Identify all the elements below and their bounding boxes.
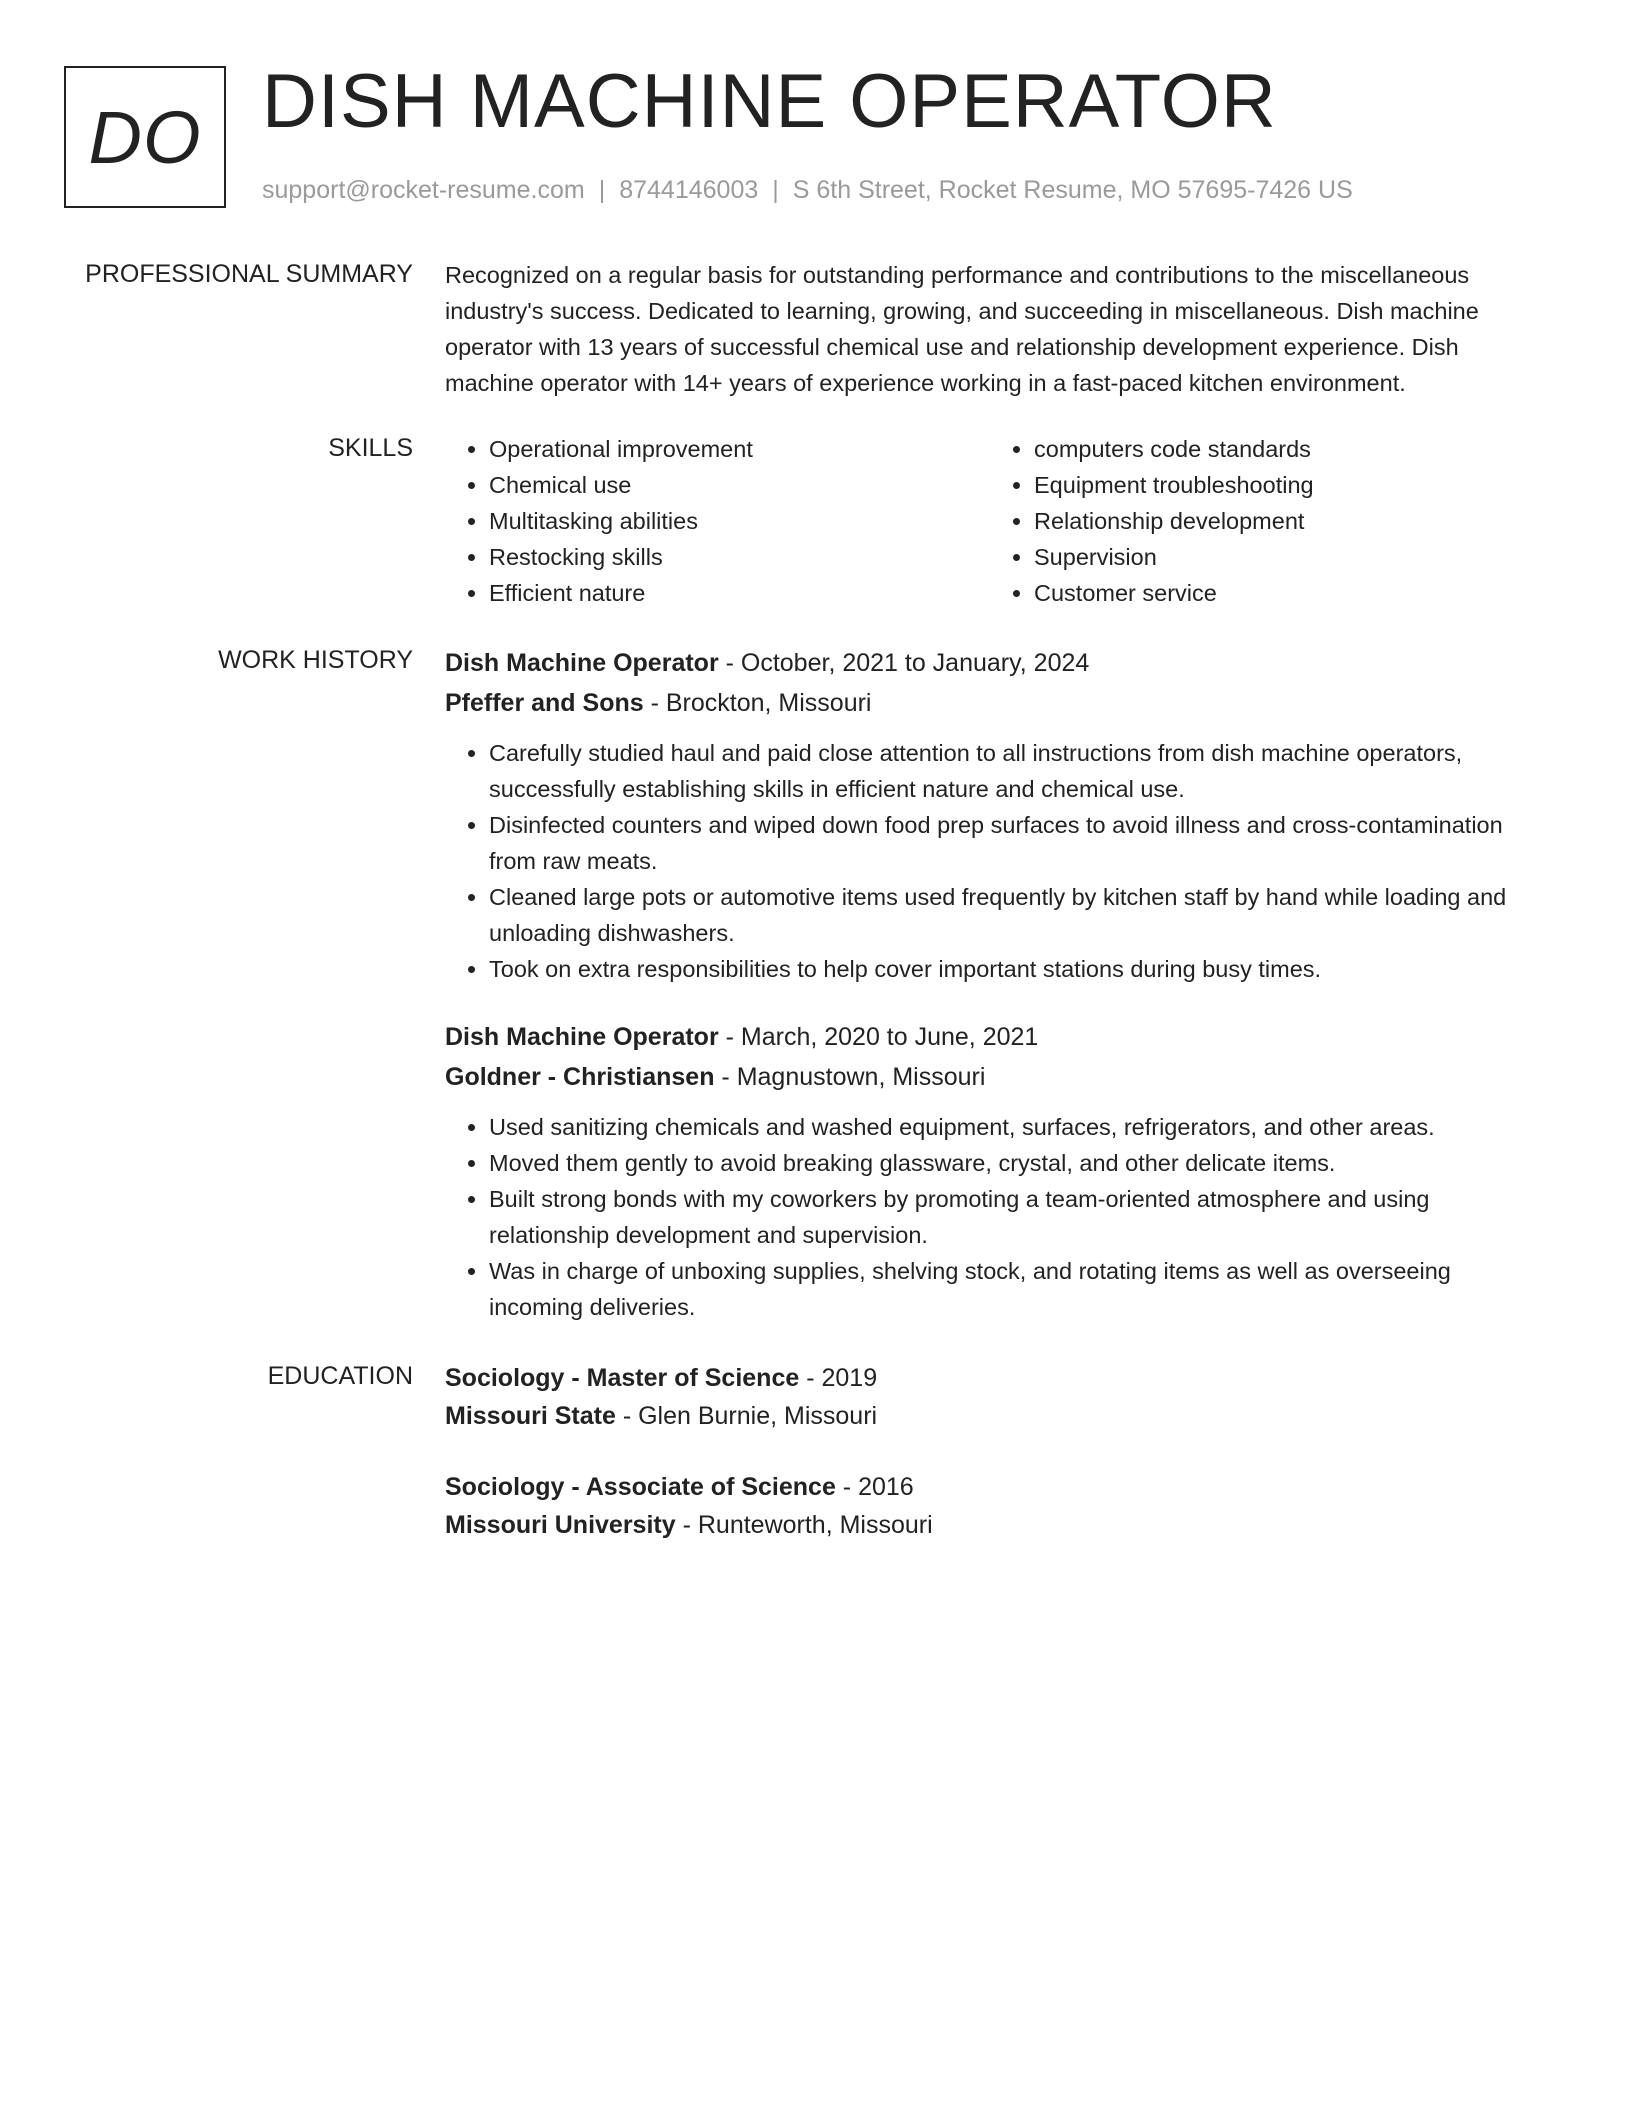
- job-title-line: [445, 1017, 1535, 1057]
- education-location: - Runteworth, Missouri: [675, 1511, 933, 1539]
- skill-item: • Customer service: [1034, 575, 1535, 611]
- education-degree-line: [445, 1359, 1535, 1397]
- job-duties-list: [445, 735, 1535, 987]
- education-entry: [445, 1468, 1535, 1544]
- job-duty: • Used sanitizing chemicals and washed equipment, surfaces, refrigerators, and other areas.: [489, 1109, 1535, 1145]
- contact-separator: |: [772, 176, 779, 204]
- job-company: Pfeffer and Sons: [445, 689, 644, 717]
- education-school: Missouri University: [445, 1511, 676, 1539]
- contact-address: S 6th Street, Rocket Resume, MO 57695-7426 US: [792, 176, 1353, 204]
- job-duty: • Took on extra responsibilities to help cover important stations during busy times.: [489, 951, 1535, 987]
- skill-item: • Supervision: [1034, 539, 1535, 575]
- education-year: - 2019: [799, 1364, 878, 1392]
- job-duty: • Moved them gently to avoid breaking glassware, crystal, and other delicate items.: [489, 1145, 1535, 1181]
- education-heading: EDUCATION: [267, 1362, 413, 1390]
- contact-email[interactable]: support@rocket-resume.com: [262, 176, 585, 204]
- job-entry: [445, 643, 1535, 987]
- education-school-line: [445, 1397, 1535, 1435]
- job-duty: • Cleaned large pots or automotive items used frequently by kitchen staff by hand while loading and unloading dishwashers.: [489, 879, 1535, 951]
- job-dates: - October, 2021 to January, 2024: [718, 649, 1090, 677]
- skills-heading: SKILLS: [328, 434, 413, 462]
- work-history-heading: WORK HISTORY: [218, 646, 413, 674]
- job-company-line: [445, 1057, 1535, 1097]
- candidate-name: DISH MACHINE OPERATOR: [262, 59, 1277, 144]
- contact-line: [262, 174, 1353, 206]
- education-degree: Sociology - Associate of Science: [445, 1473, 836, 1501]
- job-duty: • Built strong bonds with my coworkers by promoting a team-oriented atmosphere and using relationship development and supervision.: [489, 1181, 1535, 1253]
- skills-columns: [445, 431, 1535, 611]
- education-location: - Glen Burnie, Missouri: [615, 1402, 878, 1430]
- job-role: Dish Machine Operator: [445, 649, 719, 677]
- job-company-line: [445, 683, 1535, 723]
- skill-item: • Equipment troubleshooting: [1034, 467, 1535, 503]
- initials-monogram: DO: [64, 66, 226, 208]
- summary-text: Recognized on a regular basis for outstanding performance and contributions to the miscellaneous industry's success. Dedicated to learning, growing, and succeeding in miscellaneous. Dish machine operator with 13 years of successful chemical use and relationship development experience. Dish machine operator with 14+ years of experience working in a fast-paced kitchen environment.: [445, 262, 1479, 396]
- skills-body: [445, 431, 1535, 611]
- job-duties-list: [445, 1109, 1535, 1325]
- skills-list-right: [990, 431, 1535, 611]
- job-location: - Brockton, Missouri: [643, 689, 872, 717]
- summary-heading: PROFESSIONAL SUMMARY: [85, 260, 413, 288]
- work-history-body: [445, 643, 1535, 1325]
- job-title-line: [445, 643, 1535, 683]
- job-duty: • Was in charge of unboxing supplies, shelving stock, and rotating items as well as overseeing incoming deliveries.: [489, 1253, 1535, 1325]
- job-company: Goldner - Christiansen: [445, 1063, 715, 1091]
- education-degree: Sociology - Master of Science: [445, 1364, 800, 1392]
- skill-item: • Restocking skills: [489, 539, 990, 575]
- job-dates: - March, 2020 to June, 2021: [718, 1023, 1039, 1051]
- skill-item: • Chemical use: [489, 467, 990, 503]
- contact-phone[interactable]: 8744146003: [619, 176, 759, 204]
- education-school: Missouri State: [445, 1402, 616, 1430]
- summary-body: [445, 257, 1535, 401]
- job-location: - Magnustown, Missouri: [714, 1063, 986, 1091]
- skill-item: • Efficient nature: [489, 575, 990, 611]
- education-school-line: [445, 1506, 1535, 1544]
- education-degree-line: [445, 1468, 1535, 1506]
- job-duty: • Disinfected counters and wiped down food prep surfaces to avoid illness and cross-contamination from raw meats.: [489, 807, 1535, 879]
- education-entry: [445, 1359, 1535, 1435]
- skill-item: • Multitasking abilities: [489, 503, 990, 539]
- job-entry: [445, 1017, 1535, 1325]
- education-year: - 2016: [835, 1473, 914, 1501]
- job-role: Dish Machine Operator: [445, 1023, 719, 1051]
- skill-item: • computers code standards: [1034, 431, 1535, 467]
- contact-separator: |: [598, 176, 606, 204]
- job-duty: • Carefully studied haul and paid close attention to all instructions from dish machine operators, successfully establishing skills in efficient nature and chemical use.: [489, 735, 1535, 807]
- skill-item: • Relationship development: [1034, 503, 1535, 539]
- skill-item: • Operational improvement: [489, 431, 990, 467]
- skills-list-left: [445, 431, 990, 611]
- education-body: [445, 1359, 1535, 1544]
